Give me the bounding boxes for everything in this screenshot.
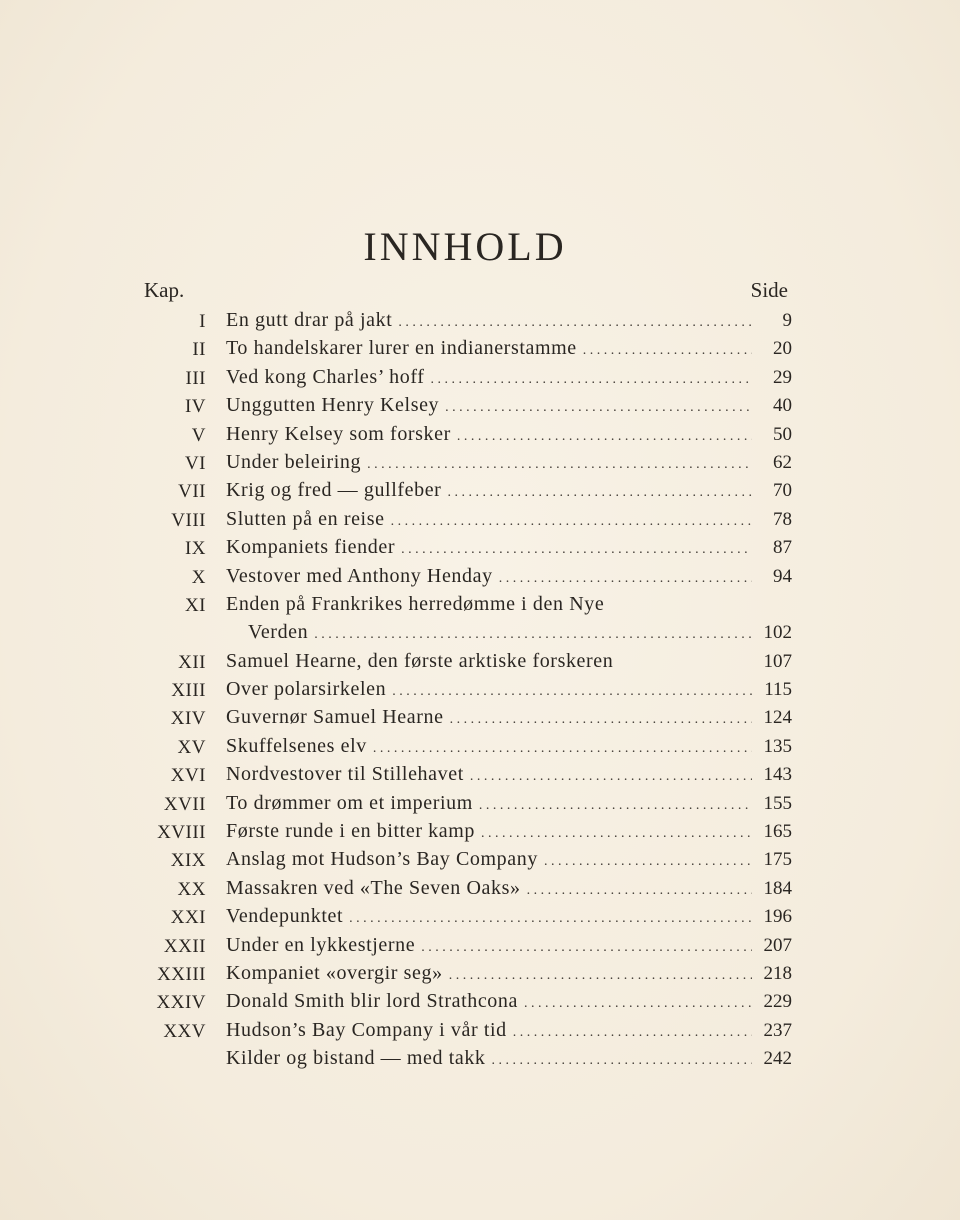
chapter-number: XII <box>178 651 206 673</box>
chapter-title: Henry Kelsey som forsker <box>226 422 451 445</box>
toc-entry-line <box>226 363 792 391</box>
page-number: 62 <box>773 451 792 473</box>
chapter-title: Donald Smith blir lord Strathcona <box>226 990 518 1013</box>
chapter-number: XVII <box>163 793 206 815</box>
dot-leader <box>445 394 752 419</box>
dot-leader <box>349 905 752 930</box>
toc-entry <box>120 505 792 533</box>
page-number: 155 <box>763 792 792 814</box>
toc-entry <box>120 334 792 362</box>
chapter-title: Unggutten Henry Kelsey <box>226 394 440 417</box>
chapter-number: XVIII <box>157 822 206 844</box>
page-column-label: Side <box>750 278 788 302</box>
chapter-title: Hudson’s Bay Company i vår tid <box>226 1018 507 1041</box>
toc-entry <box>120 817 792 845</box>
chapter-title: Første runde i en bitter kamp <box>226 820 476 843</box>
dot-leader <box>524 990 752 1015</box>
dot-leader <box>447 479 752 504</box>
page-number: 218 <box>763 963 792 984</box>
toc-entry <box>120 1044 792 1072</box>
toc-entry <box>120 789 792 817</box>
toc-entry <box>120 987 792 1015</box>
toc-entry <box>120 732 792 760</box>
chapter-title: Kompaniet «overgir seg» <box>226 962 443 984</box>
toc-entry-line <box>226 1044 792 1072</box>
toc-entry-line <box>226 334 792 362</box>
dot-leader <box>527 877 752 902</box>
chapter-number: XI <box>184 594 206 616</box>
chapter-title: To drømmer om et imperium <box>226 791 473 814</box>
toc-entry-line <box>226 959 792 987</box>
dot-leader <box>431 366 752 391</box>
toc-entry-line <box>226 760 792 788</box>
toc-header <box>140 278 790 306</box>
chapter-title: Ved kong Charles’ hoff <box>226 365 425 388</box>
page-number: 107 <box>763 650 792 672</box>
toc-entry <box>120 874 792 902</box>
chapter-title: Samuel Hearne, den første arktiske forskeren <box>226 649 614 672</box>
dot-leader <box>449 962 752 987</box>
chapter-title: Verden <box>248 621 309 644</box>
chapter-number: VI <box>184 452 206 474</box>
toc-entry-line <box>226 703 792 731</box>
toc-entry-line <box>226 448 792 476</box>
dot-leader <box>421 934 752 959</box>
chapter-title: Kompaniets fiender <box>226 536 396 559</box>
chapter-number: IX <box>184 538 206 560</box>
dot-leader <box>479 792 752 817</box>
toc-entry <box>120 760 792 788</box>
toc-entry-line <box>226 590 792 618</box>
chapter-number: XIV <box>170 708 206 730</box>
page-number: 165 <box>763 821 792 843</box>
dot-leader <box>314 621 752 646</box>
toc-entry-line <box>226 902 792 930</box>
dot-leader <box>373 735 752 760</box>
page-number: 102 <box>763 622 792 644</box>
toc-entry-line <box>226 420 792 448</box>
page-number: 20 <box>773 338 792 360</box>
toc-entry <box>120 1016 792 1044</box>
chapter-title: Vendepunktet <box>226 905 344 928</box>
page-number: 175 <box>763 849 792 871</box>
toc-entry <box>120 562 792 590</box>
toc-entry-line <box>226 562 792 590</box>
toc-entry <box>120 647 792 675</box>
chapter-number: XXIV <box>156 992 206 1014</box>
toc-entry <box>120 845 792 873</box>
toc-entry <box>120 448 792 476</box>
toc-entry <box>120 902 792 930</box>
toc-entry-line <box>226 476 792 504</box>
chapter-column-label: Kap. <box>144 278 185 302</box>
chapter-title: En gutt drar på jakt <box>226 309 393 331</box>
chapter-number: XV <box>177 736 206 758</box>
page-number: 237 <box>763 1019 792 1041</box>
chapter-number: I <box>199 311 206 332</box>
dot-leader <box>450 706 752 731</box>
toc-entry <box>120 476 792 504</box>
page-number: 87 <box>773 537 792 559</box>
chapter-number: XXII <box>163 935 206 957</box>
chapter-title: To handelskarer lurer en indianerstamme <box>226 337 577 360</box>
dot-leader <box>544 848 752 873</box>
table-of-contents <box>120 306 792 1073</box>
toc-entry-line <box>226 533 792 561</box>
page-number: 242 <box>763 1048 792 1070</box>
toc-entry <box>120 590 792 647</box>
toc-entry-line <box>226 789 792 817</box>
chapter-number: IV <box>184 396 206 418</box>
chapter-title: Slutten på en reise <box>226 507 385 530</box>
page-number: 40 <box>773 395 792 417</box>
dot-leader <box>392 678 752 703</box>
page-number: 78 <box>773 508 792 530</box>
page-number: 115 <box>764 679 792 701</box>
toc-entry <box>120 306 792 334</box>
dot-leader <box>492 1047 752 1072</box>
chapter-title: Skuffelsenes elv <box>226 734 367 757</box>
dot-leader <box>583 337 752 362</box>
page-number: 229 <box>763 991 792 1013</box>
chapter-number: XIX <box>170 850 206 872</box>
chapter-number: XXV <box>163 1020 206 1042</box>
chapter-number: XX <box>177 878 206 900</box>
chapter-number: X <box>191 566 206 588</box>
toc-entry <box>120 703 792 731</box>
toc-entry-line <box>226 505 792 533</box>
toc-entry-line <box>226 306 792 334</box>
toc-entry <box>120 391 792 419</box>
toc-entry-line <box>226 1016 792 1044</box>
page-number: 9 <box>782 310 792 331</box>
chapter-number: XIII <box>171 680 206 702</box>
chapter-title: Kilder og bistand — med takk <box>226 1047 486 1070</box>
toc-entry-line <box>226 874 792 902</box>
toc-entry <box>120 533 792 561</box>
toc-entry-line <box>226 931 792 959</box>
toc-entry <box>120 959 792 987</box>
chapter-number: XVI <box>170 765 206 787</box>
toc-entry <box>120 420 792 448</box>
chapter-title: Nordvestover til Stillehavet <box>226 763 464 786</box>
toc-entry-line <box>226 647 792 675</box>
chapter-number: XXI <box>170 907 206 929</box>
chapter-number: II <box>192 339 206 361</box>
dot-leader <box>499 565 752 590</box>
page-number: 94 <box>773 565 792 587</box>
toc-entry <box>120 363 792 391</box>
chapter-number: V <box>191 424 206 446</box>
chapter-number: XXIII <box>157 964 206 985</box>
page-number: 70 <box>773 480 792 502</box>
toc-entry-line <box>226 987 792 1015</box>
dot-leader <box>398 309 752 334</box>
chapter-number: VII <box>178 481 206 503</box>
page-number: 50 <box>773 423 792 445</box>
page-number: 143 <box>763 764 792 786</box>
chapter-title: Guvernør Samuel Hearne <box>226 706 444 729</box>
chapter-number: VIII <box>171 509 206 531</box>
toc-entry-line <box>226 732 792 760</box>
dot-leader <box>401 536 752 561</box>
toc-entry <box>120 931 792 959</box>
chapter-title: Over polarsirkelen <box>226 678 387 701</box>
page-number: 196 <box>763 906 792 928</box>
chapter-title: Enden på Frankrikes herredømme i den Nye <box>226 592 605 615</box>
chapter-title: Anslag mot Hudson’s Bay Company <box>226 848 538 871</box>
chapter-title: Under en lykkestjerne <box>226 933 416 956</box>
chapter-title: Massakren ved «The Seven Oaks» <box>226 876 521 899</box>
dot-leader <box>391 508 752 533</box>
toc-entry-line <box>226 817 792 845</box>
page-title: INNHOLD <box>363 223 567 269</box>
page-number: 124 <box>763 707 792 729</box>
toc-entry-line <box>226 675 792 703</box>
chapter-title: Krig og fred — gullfeber <box>226 479 442 502</box>
page-number: 207 <box>763 934 792 956</box>
dot-leader <box>513 1019 752 1044</box>
dot-leader <box>470 763 752 788</box>
page-number: 29 <box>773 366 792 388</box>
chapter-title: Under beleiring <box>226 450 362 473</box>
page-number: 135 <box>763 735 792 757</box>
toc-entry-line <box>248 618 792 646</box>
dot-leader <box>367 451 752 476</box>
chapter-title: Vestover med Anthony Henday <box>226 564 493 587</box>
toc-entry-line <box>226 845 792 873</box>
chapter-number: III <box>185 367 206 389</box>
dot-leader <box>457 423 752 448</box>
page-number: 184 <box>763 877 792 899</box>
dot-leader <box>481 820 752 845</box>
toc-entry-line <box>226 391 792 419</box>
toc-entry <box>120 675 792 703</box>
